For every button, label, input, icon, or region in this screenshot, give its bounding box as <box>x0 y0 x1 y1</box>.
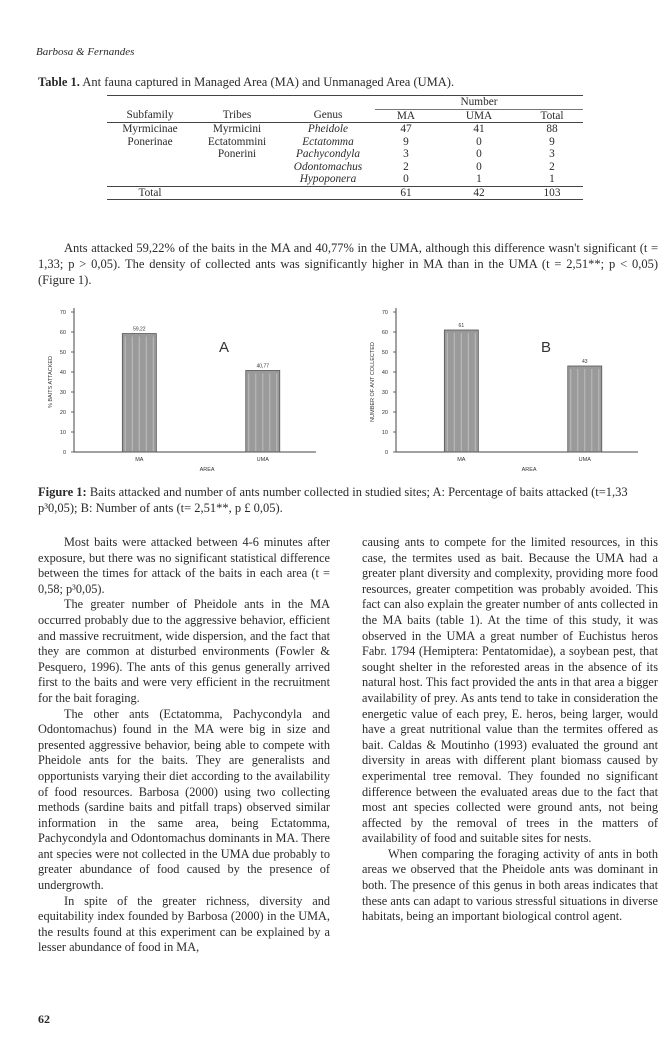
cell-uma: 0 <box>476 135 482 148</box>
cell-tribe: Ponerini <box>217 148 257 160</box>
total-label: Total <box>107 186 193 200</box>
cell-total: 1 <box>521 173 583 186</box>
cell-uma: 1 <box>437 173 521 186</box>
table-row <box>107 173 583 186</box>
left-column <box>38 535 330 956</box>
x-tick-label: UMA <box>578 457 591 463</box>
x-tick-label: MA <box>457 457 466 463</box>
table-row <box>107 161 583 174</box>
cell-tribe <box>193 161 281 174</box>
paragraph-competition: causing ants to compete for the limited resources, in this case, the termites used as bait. Because the UMA had a greater plant diversity and complexity, providing more food resources, greater competition was probably avoided. This fact can also explain the greater number of ants collected in the MA baits (table 1). At the time of this study, it was observed in the UMA a great number of Euchistus heros Fabr. 1794 (Hemiptera: Pentatomidae), a soybean pest, that sought shelter in the reforested areas in the absence of its natural host. This fact provided the ants in that area a bigger availability of prey. As ants tend to take in consideration the energetic value of each prey, E. heros, being larger, would have a great nutritional value than the termites offered as bait. Caldas & Moutinho (1993) evaluated the ground ant diversity in areas with different plant biomass caused by experimental tree removal. They founded no significant difference between the evaluated areas due to the fact that most ant species collected were ground ants, not being affected by the removal of trees in the matters of availability of food and suitable sites for nests. <box>362 535 658 846</box>
cell-subfamily <box>107 173 193 186</box>
table-header-row <box>107 109 583 123</box>
paragraph-pheidole: The greater number of Pheidole ants in the MA occurred probably due to the aggressive behavior, efficient and massive recruitment, wide dispersion, and the fact that they are common at disturbed environments (Fowler & Pesquero, 1996). The ants of this genus generally arrived first to the baits and were very efficient in the recruitment for the bait foraging. <box>38 597 330 705</box>
total-all: 103 <box>521 186 583 200</box>
y-tick-label: 40 <box>59 370 66 376</box>
x-tick-label: MA <box>135 457 144 463</box>
cell-ma: 9 <box>403 135 409 148</box>
total-ma: 61 <box>375 186 437 200</box>
intro-paragraph: Ants attacked 59,22% of the baits in the MA and 40,77% in the UMA, although this difference wasn't significant (t = 1,33; p > 0,05). The density of collected ants was significantly higher in MA than in the UMA (t = 2,51**; p < 0,05) (Figure 1). <box>38 241 658 287</box>
y-tick-label: 70 <box>59 310 66 316</box>
column-header: Total <box>521 109 583 123</box>
table-total-row <box>107 186 583 200</box>
column-header: Tribes <box>193 109 281 123</box>
chart-b-ants-collected <box>352 290 652 475</box>
cell-ma: 0 <box>375 173 437 186</box>
table-row <box>107 123 583 136</box>
y-tick-label: 10 <box>59 430 66 436</box>
table-row <box>107 148 583 161</box>
table-caption-label: Table 1. <box>38 75 80 89</box>
cell-ma: 3 <box>403 148 409 160</box>
cell-uma: 0 <box>476 160 482 173</box>
right-column <box>362 535 658 925</box>
cell-total: 3 <box>549 148 555 160</box>
cell-tribe: Myrmicini <box>212 123 262 135</box>
cell-genus: Ectatomma <box>302 135 354 148</box>
y-tick-label: 0 <box>384 450 388 456</box>
figure-caption <box>38 484 658 516</box>
y-tick-label: 50 <box>59 350 66 356</box>
ant-fauna-table <box>107 95 583 200</box>
cell-genus: Pachycondyla <box>296 148 360 160</box>
cell-tribe: Ectatommini <box>207 135 267 148</box>
cell-total: 88 <box>546 123 558 135</box>
cell-subfamily: Myrmicinae <box>122 123 178 135</box>
running-header: Barbosa & Fernandes <box>36 46 135 58</box>
data-label: 43 <box>581 359 588 365</box>
cell-uma: 0 <box>476 148 482 160</box>
y-tick-label: 50 <box>381 350 388 356</box>
paragraph-other-ants: The other ants (Ectatomma, Pachycondyla and Odontomachus) found in the MA were big in size and presented aggressive behavior, being able to compete with Pheidole ants for the baits. They are generalists and opportunists varying their diet according to the availability of food resources. Barbosa (2000) using two collecting methods (sardine baits and pitfall traps) observed similar information in the same area, being Ectatomma, Pachycondyla and Odontomachus dominants in MA. There ant species were not collected in the UMA due probably to greater abundance of food caused by the presence of undergrowth. <box>38 706 330 893</box>
x-tick-label: UMA <box>256 457 269 463</box>
number-header: Number <box>375 96 583 110</box>
column-header: Genus <box>281 109 375 123</box>
chart-a-baits-attacked <box>30 290 330 475</box>
cell-tribe <box>193 173 281 186</box>
total-uma: 42 <box>437 186 521 200</box>
cell-ma: 2 <box>403 160 409 173</box>
x-axis-label: AREA <box>199 467 215 473</box>
paragraph-foraging: When comparing the foraging activity of ants in both areas we observed that the Pheidole ants was dominant in both. The presence of this genus in both areas indicates that these ants can adapt to various stressful situations in diverse habitats, being an important biological control agent. <box>362 846 658 924</box>
data-label: 40,77 <box>256 363 270 370</box>
y-tick-label: 40 <box>381 370 388 376</box>
y-tick-label: 30 <box>59 390 66 396</box>
column-header: UMA <box>437 109 521 123</box>
cell-subfamily: Ponerinae <box>127 135 173 148</box>
panel-letter: A <box>219 339 230 356</box>
y-tick-label: 20 <box>381 410 388 416</box>
y-tick-label: 60 <box>59 330 66 336</box>
cell-total: 2 <box>549 160 555 173</box>
y-tick-label: 70 <box>381 310 388 316</box>
y-tick-label: 60 <box>381 330 388 336</box>
data-label: 59,22 <box>133 326 146 333</box>
cell-genus: Odontomachus <box>293 160 363 173</box>
table-caption-text: Ant fauna captured in Managed Area (MA) and Unmanaged Area (UMA). <box>79 75 455 89</box>
y-axis-label: % BAITS ATTACKED <box>48 355 54 409</box>
y-tick-label: 30 <box>381 390 388 396</box>
cell-genus: Pheidole <box>307 123 349 135</box>
cell-total: 9 <box>549 135 555 148</box>
table-caption <box>38 75 454 90</box>
data-label: 61 <box>458 323 465 329</box>
cell-uma: 41 <box>473 123 485 135</box>
x-axis-label: AREA <box>521 467 537 473</box>
y-tick-label: 20 <box>59 410 66 416</box>
y-axis-label: NUMBER OF ANT COLLECTED <box>370 342 376 422</box>
cell-subfamily <box>107 161 193 174</box>
paragraph-attack-times: Most baits were attacked between 4-6 minutes after exposure, but there was no significant statistical difference between the times for attack of the baits in each area (t = 0,58; p³0,05). <box>38 535 330 596</box>
panel-letter: B <box>541 339 552 356</box>
column-header: MA <box>375 109 437 123</box>
figure-caption-label: Figure 1: <box>38 485 87 499</box>
table-header-row-number <box>107 96 583 110</box>
y-tick-label: 0 <box>62 450 66 456</box>
table-row <box>107 136 583 149</box>
page-number: 62 <box>38 1012 50 1026</box>
y-tick-label: 10 <box>381 430 388 436</box>
cell-subfamily <box>107 148 193 161</box>
column-header: Subfamily <box>107 109 193 123</box>
paragraph-richness: In spite of the greater richness, diversity and equitability index founded by Barbosa (2000) in the UMA, the results found at this experiment can be explained by a lesser abundance of food in MA, <box>38 893 330 955</box>
cell-ma: 47 <box>400 123 412 135</box>
figure-caption-text: Baits attacked and number of ants number collected in studied sites; A: Percentage of baits attacked (t=1,33 p³0,05); B: Number of ants (t= 2,51**, p £ 0,05). <box>38 485 628 515</box>
cell-genus: Hypoponera <box>281 173 375 186</box>
